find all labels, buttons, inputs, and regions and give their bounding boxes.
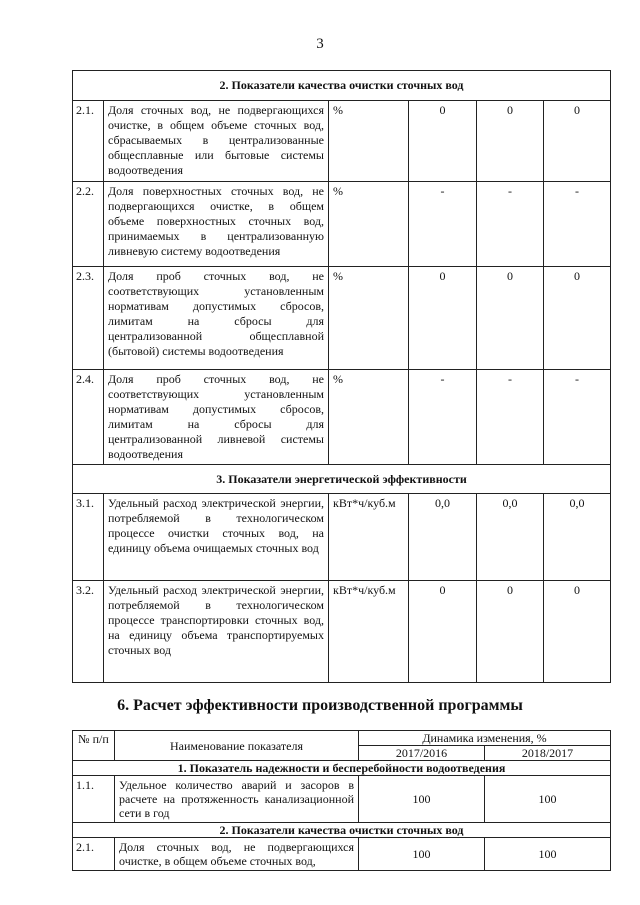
table-row bbox=[73, 370, 611, 465]
row-value: 0 bbox=[544, 101, 611, 182]
row-value: 100 bbox=[485, 838, 611, 871]
header-year: 2018/2017 bbox=[485, 746, 611, 761]
table-row bbox=[73, 581, 611, 683]
table-row bbox=[73, 494, 611, 581]
row-value: - bbox=[477, 370, 544, 465]
row-value: 0 bbox=[477, 581, 544, 683]
section-3-title: 3. Показатели энергетической эффективности bbox=[73, 465, 611, 494]
row-value: - bbox=[409, 182, 477, 267]
row-value: 0 bbox=[544, 267, 611, 370]
row-value: 0 bbox=[409, 267, 477, 370]
row-description: Удельный расход электрической энергии, потребляемой в технологическом процессе транспортировки сточных вод, на единицу объема транспортируемых сточных вод bbox=[104, 581, 329, 683]
table-row bbox=[73, 101, 611, 182]
table-row bbox=[73, 267, 611, 370]
section-heading: 6. Расчет эффективности производственной программы bbox=[117, 697, 523, 714]
row-value: 0 bbox=[409, 581, 477, 683]
row-number: 2.1. bbox=[73, 101, 104, 182]
table-row bbox=[73, 182, 611, 267]
header-dynamics: Динамика изменения, % bbox=[359, 731, 611, 746]
row-number: 3.2. bbox=[73, 581, 104, 683]
row-unit: % bbox=[329, 370, 409, 465]
row-value: 100 bbox=[359, 776, 485, 823]
row-unit: % bbox=[329, 267, 409, 370]
row-value: 0,0 bbox=[544, 494, 611, 581]
header-number: № п/п bbox=[73, 731, 115, 761]
row-value: - bbox=[409, 370, 477, 465]
row-number: 2.3. bbox=[73, 267, 104, 370]
row-unit: % bbox=[329, 101, 409, 182]
header-name: Наименование показателя bbox=[115, 731, 359, 761]
row-value: 0,0 bbox=[409, 494, 477, 581]
row-value: 100 bbox=[359, 838, 485, 871]
row-description: Удельный расход электрической энергии, потребляемой в технологическом процессе очистки сточных вод, на единицу объема очищаемых сточных вод bbox=[104, 494, 329, 581]
row-description: Удельное количество аварий и засоров в расчете на протяженность канализационной сети в год bbox=[115, 776, 359, 823]
section-1-title: 1. Показатель надежности и бесперебойности водоотведения bbox=[73, 761, 611, 776]
row-number: 2.4. bbox=[73, 370, 104, 465]
row-value: 100 bbox=[485, 776, 611, 823]
row-number: 1.1. bbox=[73, 776, 115, 823]
row-description: Доля проб сточных вод, не соответствующих установленным нормативам допустимых сбросов, лимитам на сбросы для централизованной ливневой системы водоотведения bbox=[104, 370, 329, 465]
row-unit: % bbox=[329, 182, 409, 267]
row-description: Доля проб сточных вод, не соответствующих установленным нормативам допустимых сбросов, лимитам на сбросы для централизованной общесплавной (бытовой) системы водоотведения bbox=[104, 267, 329, 370]
row-value: 0 bbox=[409, 101, 477, 182]
header-year: 2017/2016 bbox=[359, 746, 485, 761]
section-2-title: 2. Показатели качества очистки сточных вод bbox=[73, 823, 611, 838]
row-unit: кВт*ч/куб.м bbox=[329, 581, 409, 683]
row-value: 0,0 bbox=[477, 494, 544, 581]
row-number: 2.1. bbox=[73, 838, 115, 871]
row-description: Доля сточных вод, не подвергающихся очистке, в общем объеме сточных вод, сбрасываемых в централизованные общесплавные или бытовые системы водоотведения bbox=[104, 101, 329, 182]
row-value: 0 bbox=[477, 101, 544, 182]
table-row bbox=[73, 776, 611, 823]
row-description: Доля сточных вод, не подвергающихся очистке, в общем объеме сточных вод, bbox=[115, 838, 359, 871]
row-value: - bbox=[477, 182, 544, 267]
efficiency-table bbox=[72, 730, 611, 871]
indicators-table bbox=[72, 70, 611, 683]
row-value: 0 bbox=[477, 267, 544, 370]
row-value: 0 bbox=[544, 581, 611, 683]
row-value: - bbox=[544, 370, 611, 465]
table-row bbox=[73, 838, 611, 871]
section-2-title: 2. Показатели качества очистки сточных вод bbox=[73, 71, 611, 101]
row-number: 2.2. bbox=[73, 182, 104, 267]
row-value: - bbox=[544, 182, 611, 267]
page-number: 3 bbox=[316, 36, 324, 52]
row-unit: кВт*ч/куб.м bbox=[329, 494, 409, 581]
row-number: 3.1. bbox=[73, 494, 104, 581]
row-description: Доля поверхностных сточных вод, не подвергающихся очистке, в общем объеме поверхностных сточных вод, принимаемых в централизованную ливневую систему водоотведения bbox=[104, 182, 329, 267]
